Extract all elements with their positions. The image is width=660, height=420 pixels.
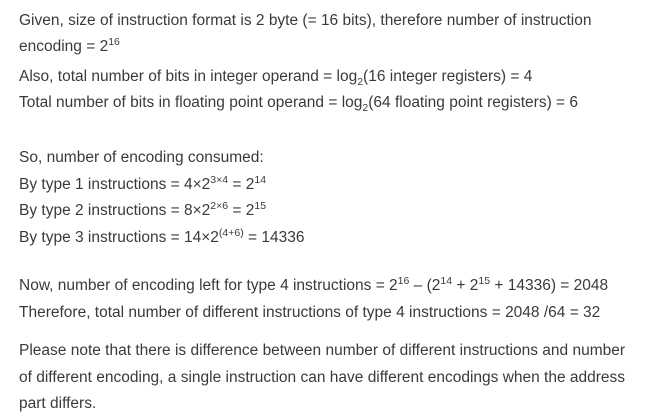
text-segment: encoding = 2 [19, 38, 109, 55]
text-line [19, 341, 625, 361]
text-segment: Total number of bits in floating point operand = log [19, 94, 363, 111]
text-segment: + 2 [452, 277, 479, 294]
text-segment: Please note that there is difference between number of different instructions and number [19, 342, 626, 359]
text-segment: So, number of encoding consumed: [19, 149, 264, 166]
text-line [19, 37, 120, 57]
text-line [19, 228, 305, 248]
text-line [19, 11, 591, 31]
superscript: 3×4 [210, 174, 229, 186]
superscript: 15 [254, 200, 267, 212]
superscript: 15 [478, 275, 491, 287]
subscript: 2 [362, 102, 369, 114]
text-segment: By type 2 instructions = 8×2 [19, 202, 211, 219]
text-line [19, 67, 532, 87]
text-segment: (64 floating point registers) = 6 [368, 94, 579, 111]
text-segment: Now, number of encoding left for type 4 instructions = 2 [19, 277, 398, 294]
text-segment: Also, total number of bits in integer operand = log [19, 68, 358, 85]
text-segment: of different encoding, a single instruction can have different encodings when the address [19, 369, 626, 386]
text-line [19, 93, 578, 113]
superscript: 16 [397, 275, 410, 287]
text-line [19, 303, 600, 323]
text-segment: Therefore, total number of different instructions of type 4 instructions = 2048 /64 = 32 [19, 304, 601, 321]
text-line [19, 276, 608, 296]
text-segment: (16 integer registers) = 4 [363, 68, 533, 85]
text-segment: By type 3 instructions = 14×2 [19, 229, 219, 246]
text-segment: = 14336 [243, 229, 305, 246]
text-line [19, 201, 266, 221]
subscript: 2 [357, 76, 364, 88]
superscript: 16 [108, 36, 120, 48]
text-segment: = 2 [228, 202, 255, 219]
text-segment: = 2 [228, 176, 255, 193]
superscript: 14 [254, 174, 267, 186]
text-line [19, 148, 264, 168]
text-line [19, 368, 625, 388]
text-segment: – (2 [409, 277, 441, 294]
text-segment: Given, size of instruction format is 2 byte (= 16 bits), therefore number of instruction [19, 12, 592, 29]
text-line [19, 394, 96, 414]
text-segment: By type 1 instructions = 4×2 [19, 176, 211, 193]
text-line [19, 175, 266, 195]
superscript: 14 [440, 275, 453, 287]
superscript: 2×6 [210, 200, 229, 212]
text-segment: part differs. [19, 395, 97, 412]
text-segment: + 14336) = 2048 [490, 277, 609, 294]
superscript: (4+6) [218, 227, 244, 239]
